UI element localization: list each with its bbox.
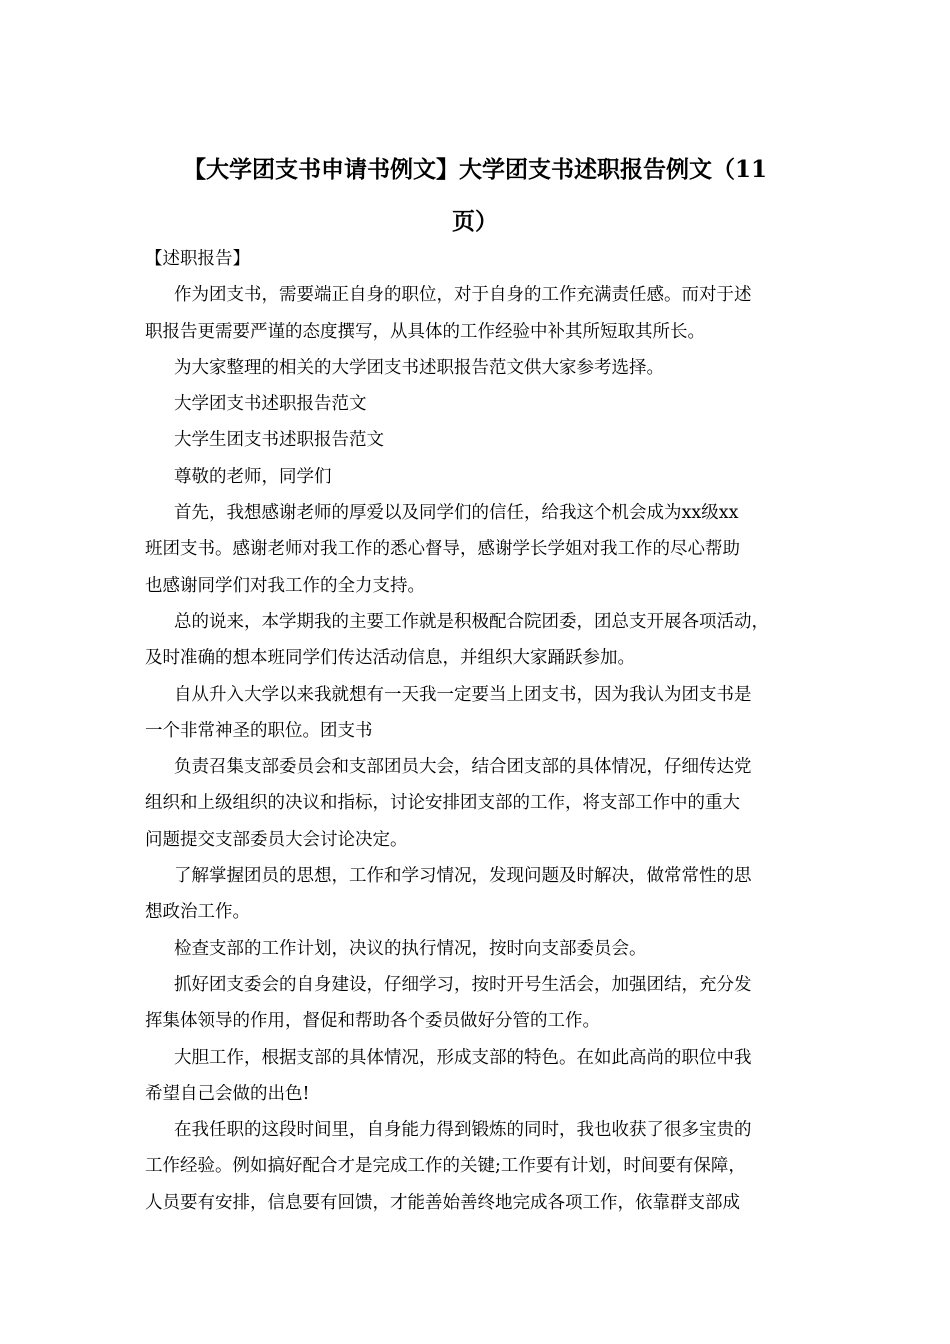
- title-line-1: 【大学团支书申请书例文】大学团支书述职报告例文（11: [182, 156, 767, 183]
- document-title: [120, 144, 830, 248]
- text-line: 问题提交支部委员大会讨论决定。: [145, 829, 408, 850]
- text-line: 组织和上级组织的决议和指标，讨论安排团支部的工作，将支部工作中的重大: [145, 793, 740, 814]
- text-line: 自从升入大学以来我就想有一天我一定要当上团支书，因为我认为团支书是: [174, 684, 752, 705]
- text-line: 抓好团支委会的自身建设，仔细学习，按时开号生活会，加强团结，充分发: [174, 974, 752, 995]
- text-line: 大学团支书述职报告范文: [174, 394, 367, 415]
- text-line: 检查支部的工作计划，决议的执行情况，按时向支部委员会。: [174, 938, 647, 959]
- text-line: 【述职报告】: [145, 249, 250, 269]
- text-line: 大胆工作，根据支部的具体情况，形成支部的特色。在如此高尚的职位中我: [174, 1047, 752, 1068]
- document-body: [145, 241, 835, 1221]
- text-line: 负责召集支部委员会和支部团员大会，结合团支部的具体情况，仔细传达党: [174, 757, 752, 778]
- text-line: 人员要有安排，信息要有回馈，才能善始善终地完成各项工作，依靠群支部成: [145, 1192, 740, 1213]
- text-line: 为大家整理的相关的大学团支书述职报告范文供大家参考选择。: [174, 357, 664, 378]
- text-line: 大学生团支书述职报告范文: [174, 430, 384, 451]
- text-line: 一个非常神圣的职位。团支书: [145, 720, 373, 741]
- text-line: 尊敬的老师，同学们: [174, 466, 332, 487]
- text-line: 在我任职的这段时间里，自身能力得到锻炼的同时，我也收获了很多宝贵的: [174, 1120, 752, 1141]
- text-line: 也感谢同学们对我工作的全力支持。: [145, 575, 425, 596]
- text-line: 工作经验。例如搞好配合才是完成工作的关键;工作要有计划，时间要有保障，: [145, 1156, 746, 1177]
- text-line: 想政治工作。: [145, 902, 250, 923]
- text-line: 希望自己会做的出色!: [145, 1083, 310, 1104]
- text-line: 总的说来，本学期我的主要工作就是积极配合院团委，团总支开展各项活动，: [174, 611, 769, 632]
- text-line: 及时准确的想本班同学们传达活动信息，并组织大家踊跃参加。: [145, 648, 635, 669]
- text-line: 职报告更需要严谨的态度撰写，从具体的工作经验中补其所短取其所长。: [145, 321, 705, 342]
- text-line: 挥集体领导的作用，督促和帮助各个委员做好分管的工作。: [145, 1011, 600, 1032]
- text-line: 作为团支书，需要端正自身的职位，对于自身的工作充满责任感。而对于述: [174, 285, 752, 306]
- text-line: 班团支书。感谢老师对我工作的悉心督导，感谢学长学姐对我工作的尽心帮助: [145, 539, 740, 560]
- text-line: 首先，我想感谢老师的厚爱以及同学们的信任，给我这个机会成为xx级xx: [174, 503, 739, 524]
- title-line-2: 页）: [452, 208, 498, 235]
- text-line: 了解掌握团员的思想，工作和学习情况，发现问题及时解决，做常常性的思: [174, 866, 752, 887]
